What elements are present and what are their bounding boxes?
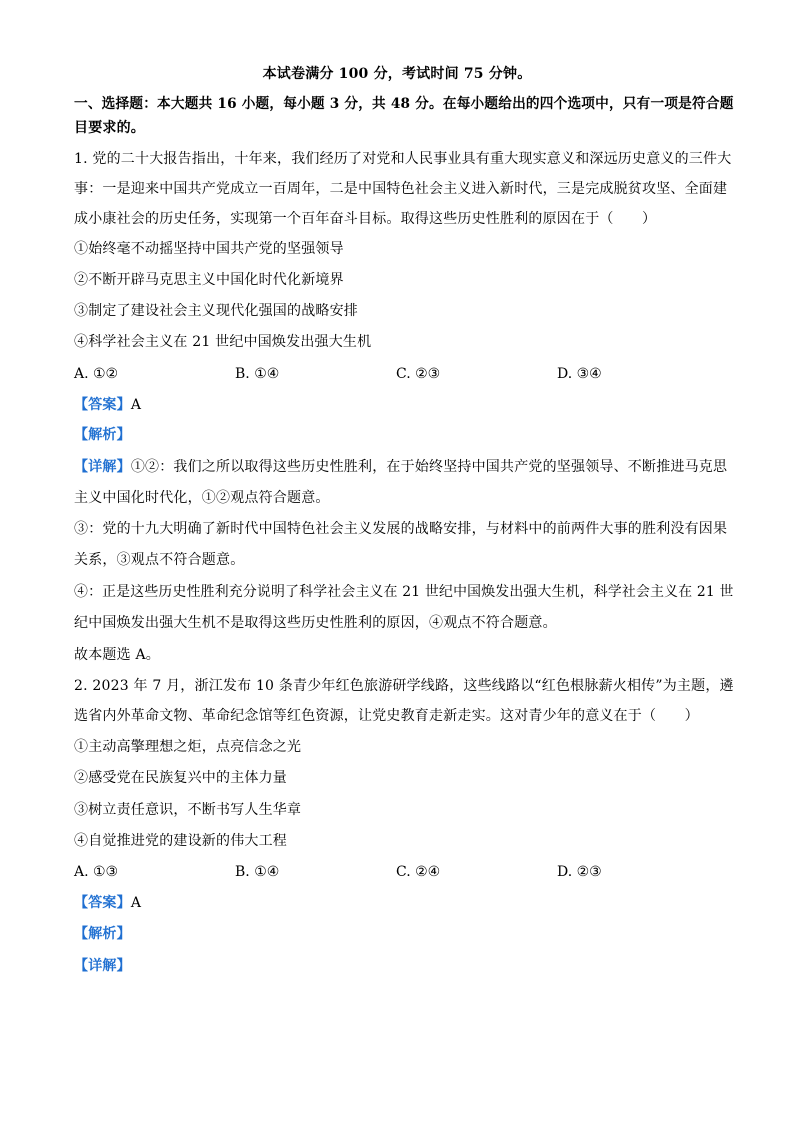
q1-statement: ②不断开辟马克思主义中国化时代化新境界 [74, 272, 344, 288]
q1-option-b: B. ①④ [235, 366, 280, 382]
q2-option-b: B. ①④ [235, 864, 280, 880]
section-heading-line1: 一、选择题：本大题共 16 小题，每小题 3 分，共 48 分。在每小题给出的四个选项中，只有一项是符合题 [74, 96, 734, 112]
q2-option-d: D. ②③ [557, 864, 602, 880]
exam-header-note: 本试卷满分 100 分，考试时间 75 分钟。 [262, 66, 532, 82]
q1-statement: ①始终毫不动摇坚持中国共产党的坚强领导 [74, 241, 344, 257]
q1-option-a: A. ①② [74, 366, 119, 382]
q2-stem-line: 选省内外革命文物、革命纪念馆等红色资源，让党史教育走新走实。这对青少年的意义在于（ ） [74, 708, 699, 724]
q1-option-c: C. ②③ [396, 366, 441, 382]
q1-detail-line: 主义中国化时代化，①②观点符合题意。 [74, 490, 330, 506]
q2-statement: ①主动高擎理想之炬，点亮信念之光 [74, 739, 302, 755]
q1-detail-line: ③：党的十九大明确了新时代中国特色社会主义发展的战略安排，与材料中的前两件大事的胜利没有因果 [74, 521, 728, 537]
q2-statement: ④自觉推进党的建设新的伟大工程 [74, 833, 287, 849]
q1-statement: ④科学社会主义在 21 世纪中国焕发出强大生机 [74, 334, 372, 350]
q2-statement: ③树立责任意识，不断书写人生华章 [74, 802, 302, 818]
detail-tag: 【详解】 [74, 958, 131, 974]
q2-answer [74, 893, 141, 913]
q1-answer [74, 395, 141, 415]
q2-analysis [74, 924, 131, 944]
q1-detail-line: ④：正是这些历史性胜利充分说明了科学社会主义在 21 世纪中国焕发出强大生机，科学社会主义在 21 世 [74, 584, 734, 600]
q1-stem-line: 成小康社会的历史任务，实现第一个百年奋斗目标。取得这些历史性胜利的原因在于（ ） [74, 211, 657, 227]
q1-detail-line [74, 457, 727, 477]
q1-stem-line: 事：一是迎来中国共产党成立一百周年，二是中国特色社会主义进入新时代，三是完成脱贫攻坚、全面建 [74, 181, 728, 197]
q1-detail-line: 纪中国焕发出强大生机不是取得这些历史性胜利的原因，④观点不符合题意。 [74, 615, 557, 631]
detail-text: ①②：我们之所以取得这些历史性胜利，在于始终坚持中国共产党的坚强领导、不断推进马克思 [130, 459, 728, 475]
q1-statement: ③制定了建设社会主义现代化强国的战略安排 [74, 303, 358, 319]
q2-stem-line: 2. 2023 年 7 月，浙江发布 10 条青少年红色旅游研学线路，这些线路以“红色根脉薪火相传”为主题，遴 [74, 678, 734, 694]
answer-value: A [130, 397, 142, 413]
q1-stem-line: 1. 党的二十大报告指出，十年来，我们经历了对党和人民事业具有重大现实意义和深远历史意义的三件大 [74, 151, 732, 167]
q1-analysis [74, 425, 131, 445]
q2-option-a: A. ①③ [74, 864, 119, 880]
q2-detail [74, 956, 131, 976]
analysis-tag: 【解析】 [74, 926, 131, 942]
q2-option-c: C. ②④ [396, 864, 441, 880]
analysis-tag: 【解析】 [74, 427, 131, 443]
q1-option-d: D. ③④ [557, 366, 602, 382]
q1-conclusion: 故本题选 A。 [74, 647, 160, 663]
answer-value: A [130, 895, 142, 911]
answer-tag: 【答案】 [74, 397, 131, 413]
answer-tag: 【答案】 [74, 895, 131, 911]
section-heading-line2: 目要求的。 [74, 120, 145, 136]
q2-statement: ②感受党在民族复兴中的主体力量 [74, 770, 287, 786]
q1-detail-line: 关系，③观点不符合题意。 [74, 552, 245, 568]
detail-tag: 【详解】 [74, 459, 131, 475]
